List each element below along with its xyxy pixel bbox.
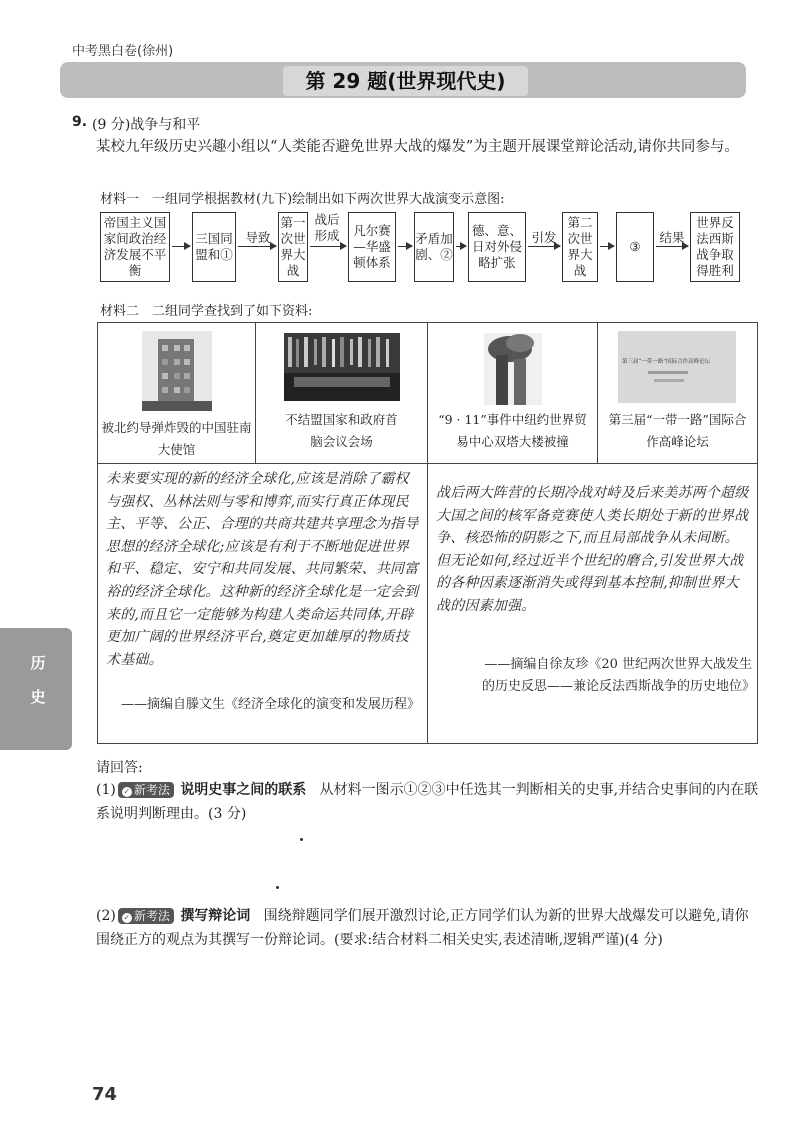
image-caption: 不结盟国家和政府首脑会议会场	[285, 412, 398, 449]
wtc-photo	[484, 333, 542, 405]
question-heading: (9 分)战争与和平	[92, 117, 201, 133]
check-icon: ✓	[123, 913, 131, 922]
embassy-photo	[142, 331, 212, 411]
forum-poster	[618, 331, 736, 403]
flow-box: 第二次世界大战	[562, 212, 598, 282]
subject-char: 历	[30, 654, 46, 672]
flow-box: 矛盾加剧、②	[414, 212, 454, 282]
subquestion-text: 围绕辩题同学们展开激烈讨论,正方同学们认为新的世界大战爆发可以避免,请你围绕正方的观点为其撰写一份辩论词。(要求:结合材料二相关史实,表述清晰,逻辑严谨)(4 分)	[96, 908, 749, 948]
check-icon: ✓	[123, 787, 131, 796]
gallery-cell	[428, 323, 598, 463]
answer-prompt: 请回答:	[96, 760, 143, 776]
image-caption: “9 · 11”事件中纽约世界贸易中心双塔大楼被撞	[438, 412, 587, 449]
subject-label	[28, 646, 48, 714]
image-caption: 第三届“一带一路”国际合作高峰论坛	[608, 412, 747, 449]
subquestion-title: 撰写辩论词	[180, 908, 251, 924]
flow-box: 三国同盟和①	[192, 212, 236, 282]
question-intro: 某校九年级历史兴趣小组以“人类能否避免世界大战的爆发”为主题开展课堂辩论活动,请你共同参与。	[96, 139, 739, 155]
subquestion-number: (2)	[96, 908, 116, 924]
gallery-cell	[598, 323, 757, 463]
flow-link-label: 战后形成	[314, 212, 340, 243]
flow-box: 第一次世界大战	[278, 212, 308, 282]
flow-link-label: 引发	[531, 230, 557, 245]
flow-box: 世界反法西斯战争取得胜利	[690, 212, 740, 282]
book-title: 中考黑白卷(徐州)	[72, 44, 174, 59]
subquestion-text: 从材料一图示①②③中任选其一判断相关的史事,并结合史事间的内在联系说明判断理由。(3 分)	[96, 782, 759, 822]
page-number: 74	[92, 1084, 118, 1105]
flow-arrow	[600, 246, 614, 247]
subject-char: 史	[30, 688, 46, 706]
new-exam-badge	[118, 782, 174, 798]
badge-label: 新考法	[133, 783, 170, 797]
column-divider	[427, 464, 428, 744]
flow-arrow	[528, 246, 560, 247]
flow-arrow	[310, 246, 346, 247]
war-flow-diagram	[96, 206, 766, 288]
subquestion-title: 说明史事之间的联系	[180, 782, 307, 798]
scan-dot	[276, 886, 279, 889]
image-gallery	[97, 322, 758, 464]
right-quote-source: ——摘编自徐友珍《20 世纪两次世界大战发生的历史反思——兼论反法西斯战争的历史地位》	[482, 657, 756, 694]
flow-box: 德、意、日对外侵略扩张	[468, 212, 526, 282]
flow-arrow	[456, 246, 466, 247]
flow-box: 凡尔赛—华盛顿体系	[348, 212, 396, 282]
poster-text: 第三届“一带一路”国际合作高峰论坛	[622, 359, 711, 365]
badge-label: 新考法	[133, 909, 170, 923]
left-quote-text: 未来要实现的新的经济全球化,应该是消除了霸权与强权、丛林法则与零和博弈,而实行真正体现民主、平等、公正、合理的共商共建共享理念为指导思想的经济全球化;应该是有利于不断地促进世界和平、稳定、安宁和共同发展、共同繁荣、共同富裕的经济全球化。这种新的经济全球化是一定会到来的,而且它一定能够为构建人类命运共同体,开辟更加广阔的世界经济平台,奠定更加雄厚的物质技术基础。	[106, 471, 419, 668]
question-number: 9.	[72, 114, 88, 130]
flow-arrow	[656, 246, 688, 247]
flow-link-label: 结果	[659, 230, 685, 245]
flow-arrow	[398, 246, 412, 247]
image-caption: 被北约导弹炸毁的中国驻南大使馆	[101, 420, 252, 457]
flow-link-label: 导致	[245, 230, 271, 245]
flow-arrow	[172, 246, 190, 247]
new-exam-badge	[118, 908, 174, 924]
material1-label: 材料一 一组同学根据教材(九下)绘制出如下两次世界大战演变示意图:	[100, 192, 505, 207]
left-quote-source: ——摘编自滕文生《经济全球化的演变和发展历程》	[120, 697, 420, 712]
subquestion-2	[96, 904, 760, 952]
right-quote-text: 战后两大阵营的长期冷战对峙及后来美苏两个超级大国之间的核军备竞赛使人类长期处于新的世界战争、核恐怖的阴影之下,而且局部战争从未间断。但无论如何,经过近半个世纪的磨合,引发世界大战的各种因素逐渐消失或得到基本控制,抑制世界大战的因素加强。	[436, 485, 749, 614]
gallery-cell	[98, 323, 256, 463]
subquestion-number: (1)	[96, 782, 116, 798]
summit-photo	[284, 333, 400, 401]
subquestion-1	[96, 778, 760, 826]
flow-box: 帝国主义国家间政治经济发展不平衡	[100, 212, 170, 282]
flow-box: ③	[616, 212, 654, 282]
flow-arrow	[238, 246, 276, 247]
quote-box	[97, 464, 758, 744]
scan-dot	[300, 838, 303, 841]
section-title: 第 29 题(世界现代史)	[283, 66, 528, 96]
material2-label: 材料二 二组同学查找到了如下资料:	[100, 304, 313, 319]
gallery-cell	[256, 323, 428, 463]
